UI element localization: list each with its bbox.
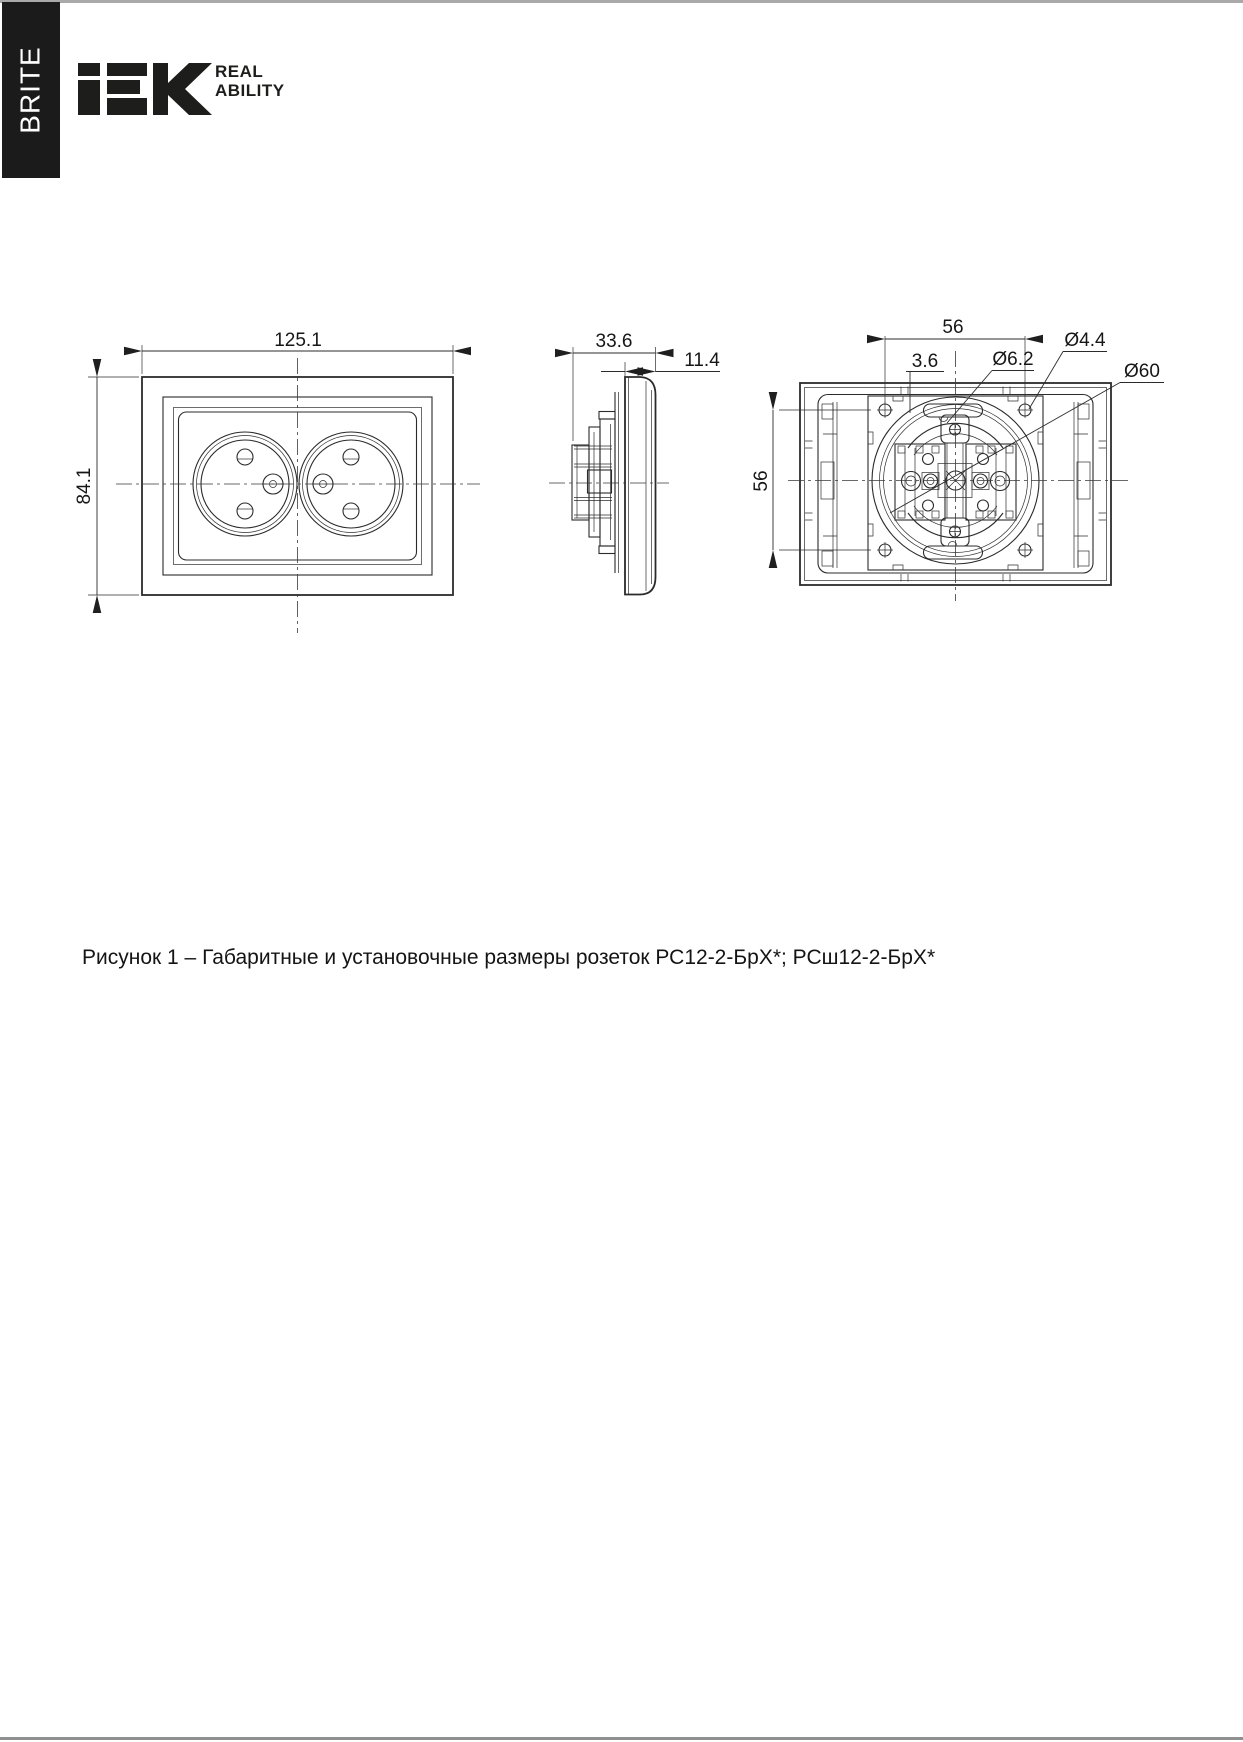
- front-height-dimension: [74, 377, 139, 595]
- side-depth-dimension: [573, 331, 656, 441]
- dim-label-slot-width: 3.6: [911, 351, 939, 372]
- rear-left-channel: [821, 402, 837, 568]
- dim-label-side-depth: 33.6: [595, 331, 633, 352]
- figure-caption: Рисунок 1 – Габаритные и установочные размеры розеток РС12-2-БрХ*; РСш12-2-БрХ*: [82, 946, 936, 969]
- dim-label-front-height: 84.1: [74, 467, 95, 505]
- rear-left-terminal-block: [895, 444, 945, 520]
- dim-label-claw-hole: Ø6.2: [992, 349, 1034, 370]
- dim-label-front-width: 125.1: [274, 330, 322, 351]
- rear-right-channel: [1074, 402, 1090, 568]
- rear-view-drawing: [751, 317, 1164, 601]
- dim-label-screw-hole: Ø4.4: [1064, 330, 1106, 351]
- front-view-drawing: [74, 330, 480, 633]
- dim-label-rear-hspacing: 56: [942, 317, 964, 338]
- rear-claw-hole-dimension: [947, 349, 1034, 423]
- dim-label-side-plate-thickness: 11.4: [684, 350, 720, 371]
- rear-hole-spacing-v-dimension: [751, 410, 871, 550]
- logo-tagline-line2: ABILITY: [215, 81, 285, 100]
- dim-label-rear-vspacing: 56: [751, 470, 772, 492]
- side-plate-thickness-dimension: [601, 350, 720, 379]
- rear-screw-hole-dimension: [1029, 330, 1107, 409]
- side-mechanism-profile: [572, 412, 615, 554]
- brite-series-label: BRITE: [15, 46, 46, 134]
- side-view-drawing: [549, 331, 720, 595]
- dim-label-can-diameter: Ø60: [1124, 361, 1160, 382]
- logo-tagline-line1: REAL: [215, 62, 264, 81]
